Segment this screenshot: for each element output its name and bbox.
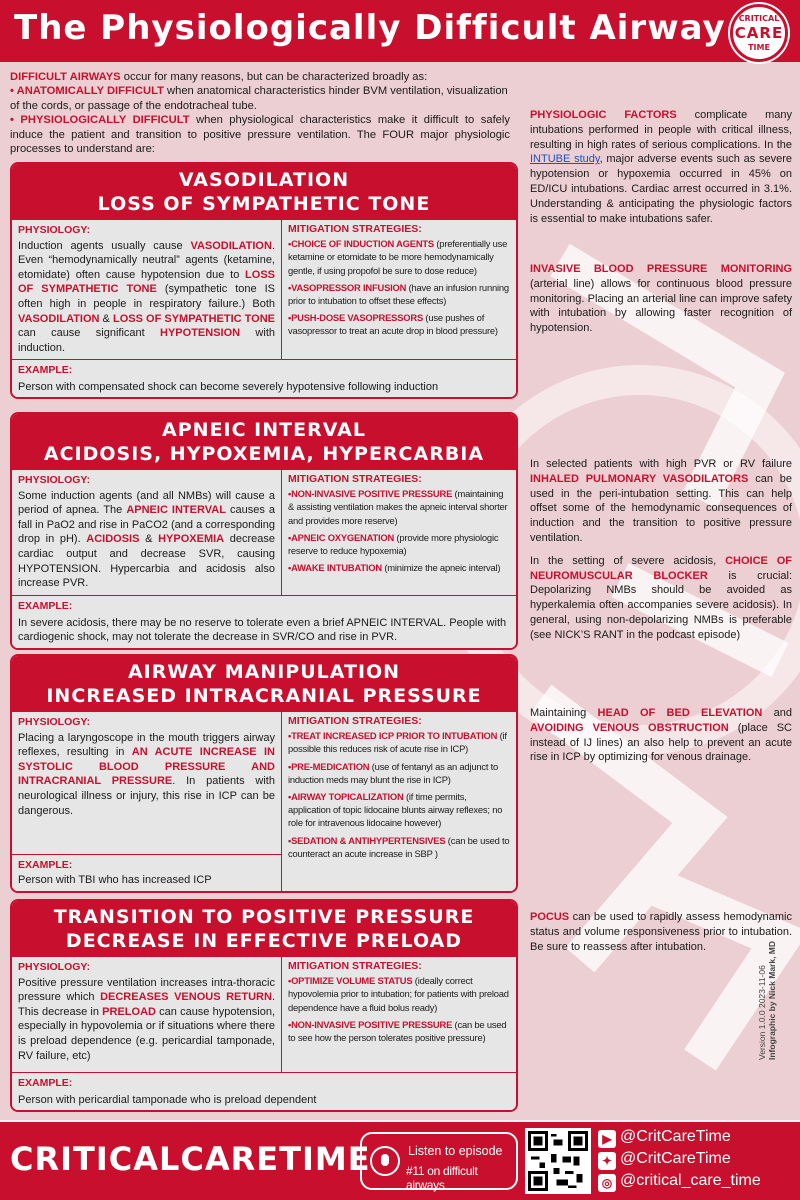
mitigation-item: •OPTIMIZE VOLUME STATUS (ideally correct hypovolemia prior to intubation; for patients with preload dependence have a fluid bolus ready) (288, 975, 509, 1013)
physiology-column (12, 470, 282, 595)
critical-care-time-logo (730, 4, 788, 62)
example-label: EXAMPLE: (18, 364, 73, 376)
section-body (12, 956, 516, 1072)
section-title: APNEIC INTERVAL (162, 419, 366, 441)
mitigation-label: MITIGATION STRATEGIES: (288, 223, 422, 235)
mitigation-column (282, 712, 516, 891)
logo-line-2: CARE (734, 24, 784, 42)
section-subtitle: DECREASE IN EFFECTIVE PRELOAD (65, 930, 463, 952)
physiology-text: Placing a laryngoscope in the mouth triggers airway reflexes, resulting in AN ACUTE INCREASE IN SYSTOLIC BLOOD PRESSURE AND INTRACRANIAL PRESSURE. In patients with neurological illness or injury, this rise in ICP can be dangerous. (18, 731, 275, 817)
section-header (12, 414, 516, 469)
example-label: EXAMPLE: (18, 600, 73, 612)
mitigation-column (282, 220, 516, 359)
physiology-label: PHYSIOLOGY: (18, 474, 91, 486)
footer (0, 1122, 800, 1200)
section-card-vasodilation (10, 162, 518, 399)
section-card-positive-pressure (10, 899, 518, 1112)
side-note-inhaled-vasodilators: In selected patients with high PVR or RV failure INHALED PULMONARY VASODILATORS can be used in the peri-intubation setting. This can help offset some of the hemodynamic consequences of induction and the transition to positive pressure ventilation. In the setting of severe acidosis, CHOICE OF NEUROMUSCULAR BLOCKER is crucial: Depolarizing NMBs should be avoided as hyperkalemia often accompanies severe acidosis). In general, using non-depolarizing NMBs is preferable (see NICK’S RANT in the podcast episode) (530, 458, 793, 641)
twitter-icon: ✦ (598, 1152, 616, 1170)
mitigation-item: •NON-INVASIVE POSITIVE PRESSURE (can be used to see how the person tolerates positive pressure) (288, 1018, 507, 1044)
physiology-column (12, 220, 282, 359)
example-text: Person with compensated shock can become severely hypotensive following induction (18, 380, 439, 393)
youtube-link[interactable]: ▶ @CritCareTime (598, 1128, 731, 1148)
section-title: AIRWAY MANIPULATION (127, 661, 401, 683)
intro-text (10, 70, 510, 156)
physiology-column (12, 712, 282, 891)
intro-paragraph-2: • ANATOMICALLY DIFFICULT when anatomical characteristics hinder BVM ventilation, visualization of the cords, or passage of the endotracheal tube. (10, 85, 508, 112)
credit-text: Infographic by Nick Mark, MD (767, 940, 777, 1060)
section-header (12, 164, 516, 219)
example-label: EXAMPLE: (18, 858, 73, 871)
side-note-invasive-bp: INVASIVE BLOOD PRESSURE MONITORING (arterial line) allows for continuous blood pressure monitoring. Placing an arterial line can improve safety with intubation by allowing faster recognition of hypotension. (530, 263, 792, 335)
mitigation-item: •APNEIC OXYGENATION (provide more physiologic reserve to reduce hypoxemia) (288, 531, 499, 557)
example-box (12, 595, 516, 648)
mitigation-column (282, 957, 516, 1072)
side-note-physiologic-factors: PHYSIOLOGIC FACTORS complicate many intubations performed in people with critical illness, resulting in high rates of serious complications. In the INTUBE study, major adverse events such as severe hypotension or hypoxemia occurred in 45% on ED/ICU intubations. Cardiac arrest occurred in 3.1%. Understanding & anticipating the physiologic factors is essential to make intubations safer. (530, 109, 793, 225)
version-credit (757, 941, 777, 1060)
section-body (12, 219, 516, 359)
mitigation-label: MITIGATION STRATEGIES: (288, 715, 422, 727)
title-bar (0, 0, 800, 62)
example-label: EXAMPLE: (18, 1077, 73, 1089)
mitigation-item: •PRE-MEDICATION (use of fentanyl as an adjunct to induction meds may blunt the rise in ICP) (288, 760, 499, 785)
section-subtitle: ACIDOSIS, HYPOXEMIA, HYPERCARBIA (43, 443, 485, 465)
brand-logo: CRITICALCARETIME (10, 1140, 371, 1178)
logo-line-1: CRITICAL (738, 14, 780, 23)
example-box (12, 359, 516, 397)
section-title: VASODILATION (178, 169, 350, 191)
section-body (12, 469, 516, 595)
mitigation-item: •AWAKE INTUBATION (minimize the apneic interval) (288, 562, 501, 574)
section-header (12, 901, 516, 956)
physiology-column (12, 957, 282, 1072)
side-note-head-elevation: Maintaining HEAD OF BED ELEVATION and AVOIDING VENOUS OBSTRUCTION (place SC instead of IJ lines) an also help to prevent an acute rise in ICP by optimizing for venous drainage. (530, 707, 793, 764)
example-box (12, 1072, 516, 1110)
qr-code[interactable] (525, 1128, 591, 1194)
mitigation-item: •AIRWAY TOPICALIZATION (if time permits, application of topic lidocaine blunts airway reflexes; no role for intravenous lidocaine however) (288, 791, 503, 829)
mitigation-item: •VASOPRESSOR INFUSION (have an infusion running prior to intubation to offset these effects) (288, 281, 509, 307)
intro-paragraph-3: • PHYSIOLOGICALLY DIFFICULT when physiological characteristics make it difficult to safely induce the patient and transition to positive pressure ventilation. The FOUR major physiologic processes to understand are: (10, 114, 510, 156)
instagram-link[interactable]: ◎ @critical_care_time (598, 1172, 761, 1192)
section-title: TRANSITION TO POSITIVE PRESSURE (53, 906, 475, 928)
physiology-label: PHYSIOLOGY: (18, 224, 91, 236)
listen-episode-button[interactable] (360, 1132, 518, 1190)
example-text: Person with pericardial tamponade who is preload dependent (18, 1093, 317, 1106)
logo-line-3: TIME (748, 43, 770, 52)
example-text: In severe acidosis, there may be no reserve to tolerate even a brief APNEIC INTERVAL. People with cardiogenic shock, may not tolerate the decrease in SVR/CO and rise in PVR. (18, 616, 507, 644)
example-text: Person with TBI who has increased ICP (18, 874, 212, 887)
physiology-text: Positive pressure ventilation increases intra-thoracic pressure which DECREASES VENOUS RETURN. This decrease in PRELOAD can cause hypotension, especially in hypovolemia or if situations where there is preload dependence (e.g. pericardial tamponade, RV failure, etc) (18, 976, 275, 1062)
physiology-text: Some induction agents (and all NMBs) will cause a period of apnea. The APNEIC INTERVAL causes a fall in PaO2 and rise in PaCO2 (and a corresponding drop in pH). ACIDOSIS & HYPOXEMIA decrease cardiac output and decrease SVR, causing HYPOTENSION. Hypercarbia and acidosis also increase PVR. (18, 489, 276, 590)
page-title: The Physiologically Difficult Airway (14, 8, 726, 48)
mitigation-item: •SEDATION & ANTIHYPERTENSIVES (can be used to counteract an acute increase in SBP ) (288, 834, 510, 859)
mitigation-label: MITIGATION STRATEGIES: (288, 473, 422, 485)
physiology-label: PHYSIOLOGY: (18, 716, 91, 728)
twitter-link[interactable]: ✦ @CritCareTime (598, 1150, 731, 1170)
section-header (12, 656, 516, 711)
mitigation-item: •PUSH-DOSE VASOPRESSORS (use pushes of vasopressor to treat an acute drop in blood pressure) (288, 312, 498, 337)
section-card-airway-manipulation (10, 654, 518, 893)
youtube-icon: ▶ (598, 1130, 616, 1148)
version-text: Version 1.0.0 2023-11-06 (757, 965, 767, 1060)
physiology-text: Induction agents usually cause VASODILATION. Even “hemodynamically neutral” agents (ketamine, etomidate) often cause hypotension due to LOSS OF SYMPATHETIC TONE (sympathetic tone IS often high in people in respiratory failure.) Both VASODILATION & LOSS OF SYMPATHETIC TONE can cause significant HYPOTENSION with induction. (18, 239, 275, 354)
listen-label: Listen to episode (408, 1144, 503, 1158)
physiology-label: PHYSIOLOGY: (18, 961, 91, 973)
mitigation-label: MITIGATION STRATEGIES: (288, 960, 422, 972)
example-box (12, 854, 281, 891)
mitigation-item: •TREAT INCREASED ICP PRIOR TO INTUBATION (if possible this reduces risk of acute rise in ICP) (288, 730, 507, 755)
mitigation-item: •NON-INVASIVE POSITIVE PRESSURE (maintaining & assisting ventilation makes the apneic interval shorter and provides more reserve) (288, 488, 508, 526)
side-note-pocus: POCUS can be used to rapidly assess hemodynamic status and volume responsiveness prior to intubation. Be sure to reassess after intubation. (530, 911, 792, 953)
instagram-icon: ◎ (598, 1174, 616, 1192)
intro-paragraph-1: DIFFICULT AIRWAYS occur for many reasons, but can be characterized broadly as: (10, 71, 428, 83)
section-body (12, 711, 516, 891)
mitigation-item: •CHOICE OF INDUCTION AGENTS (preferentially use ketamine or etomidate to be more hemodynamically gentle, if using propofol be sure to dose reduce) (288, 238, 508, 276)
episode-label: #11 on difficult airways (406, 1164, 478, 1192)
podcast-icon (370, 1146, 400, 1176)
section-subtitle: INCREASED INTRACRANIAL PRESSURE (46, 685, 482, 707)
section-subtitle: LOSS OF SYMPATHETIC TONE (97, 193, 431, 215)
section-card-apneic-interval (10, 412, 518, 650)
mitigation-column (282, 470, 516, 595)
intube-study-link[interactable]: INTUBE study (530, 153, 600, 166)
